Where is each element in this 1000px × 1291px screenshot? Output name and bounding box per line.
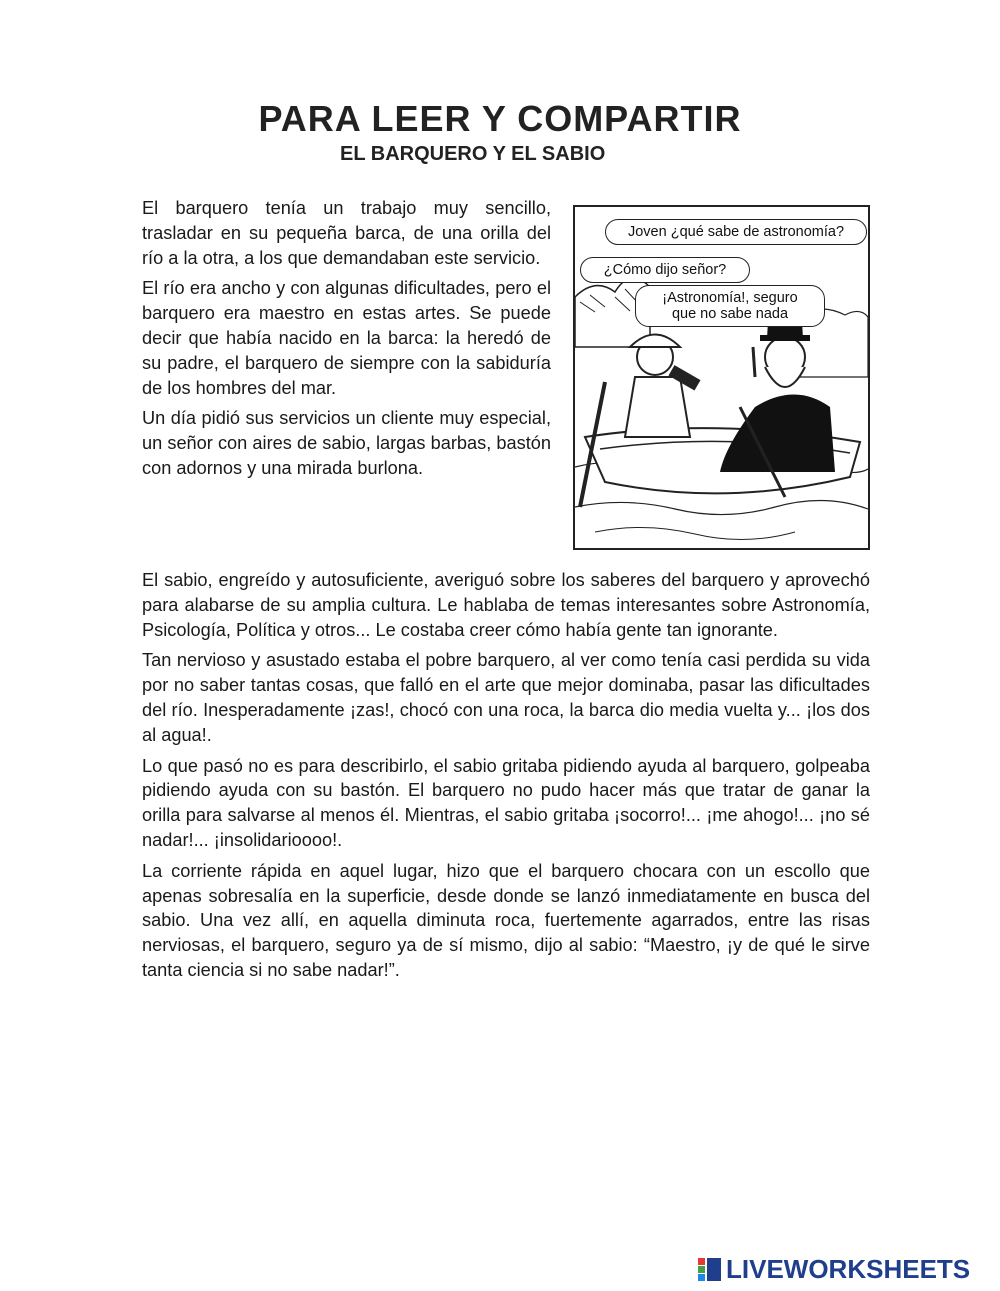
paragraph: El sabio, engreído y autosuficiente, averiguó sobre los saberes del barquero y aprovechó para alabarse de su amplia cultura. Le hablaba de temas interesantes sobre Astronomía, Psicología, Política y otros... Le costaba creer cómo había gente tan ignorante. xyxy=(142,570,870,640)
speech-bubble-sabio-question: Joven ¿qué sabe de astronomía? xyxy=(605,219,867,245)
liveworksheets-icon xyxy=(697,1256,723,1282)
paragraph: Tan nervioso y asustado estaba el pobre barquero, al ver como tenía casi perdida su vida por no saber tantas cosas, que falló en el arte que mejor dominaba, pasar las dificultades del río. Inesperadamente ¡zas!, chocó con una roca, la barca dio media vuelta y... ¡los dos al agua!. xyxy=(142,650,870,745)
paragraph: El río era ancho y con algunas dificultades, pero el barquero era maestro en estas artes. Se puede decir que había nacido en la barca: la heredó de su padre, el barquero de siempre con la sabiduría de los hombres del mar. xyxy=(142,278,551,398)
bubble-line: que no sabe nada xyxy=(671,306,789,322)
bubble-line: ¡Astronomía!, seguro xyxy=(662,290,798,306)
paragraph: Un día pidió sus servicios un cliente muy especial, un señor con aires de sabio, largas barbas, bastón con adornos y una mirada burlona. xyxy=(142,408,551,478)
paragraph: La corriente rápida en aquel lugar, hizo que el barquero chocara con un escollo que apenas sobresalía en la superficie, desde donde se lanzó inmediatamente en busca del sabio. Una vez allí, en aquella diminuta roca, fuertemente agarrados, entre las risas nerviosas, el barquero, seguro ya de sí mismo, dijo al sabio: “Maestro, ¡y de qué le sirve tanta ciencia si no sabe nadar!”. xyxy=(142,860,870,980)
comic-illustration xyxy=(573,205,870,550)
speech-bubble-sabio-reply xyxy=(635,285,825,327)
paragraph: El barquero tenía un trabajo muy sencillo, trasladar en su pequeña barca, de una orilla del río a la otra, a los que demandaban este servicio. xyxy=(142,198,551,268)
liveworksheets-logo xyxy=(697,1254,970,1284)
story-subtitle: EL BARQUERO Y EL SABIO xyxy=(340,143,606,165)
logo-text: LIVEWORKSHEETS xyxy=(726,1253,971,1284)
paragraph: Lo que pasó no es para describirlo, el sabio gritaba pidiendo ayuda al barquero, golpeaba pidiendo ayuda con su bastón. El barquero no pudo hacer más que tratar de ganar la orilla para salvarse al menos él. Mientras, el sabio gritaba ¡socorro!... ¡me ahogo!... ¡no sé nadar!... ¡insolidarioooo!. xyxy=(142,755,870,850)
page-title: PARA LEER Y COMPARTIR xyxy=(258,98,742,139)
left-column-text xyxy=(142,196,551,487)
speech-bubble-barquero: ¿Cómo dijo señor? xyxy=(580,257,750,283)
full-width-text xyxy=(142,568,870,989)
